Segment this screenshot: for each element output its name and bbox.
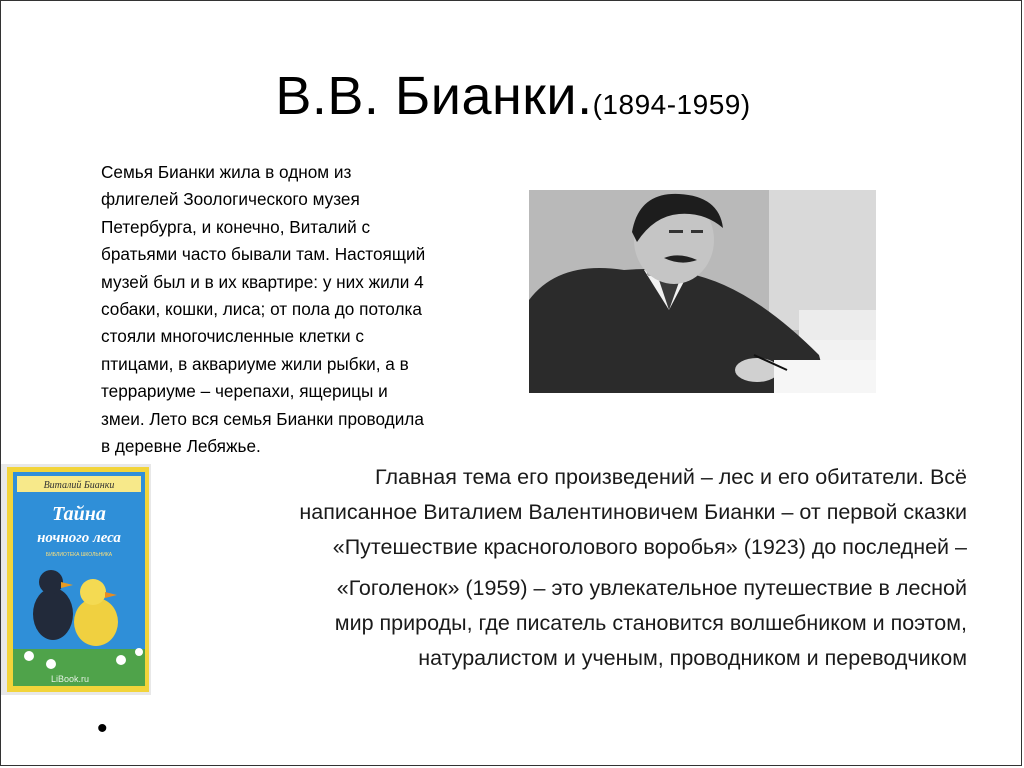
empty-bullet: •: [97, 712, 108, 745]
bio-text: [101, 159, 501, 460]
book-author: Виталий Бианки: [43, 480, 115, 491]
main-line: «Гоголенок» (1959) – это увлекательное путешествие в лесной: [336, 576, 967, 600]
book-watermark: LiBook.ru: [51, 674, 90, 684]
book-series: БИБЛИОТЕКА ШКОЛЬНИКА: [45, 552, 113, 558]
book-title-line2: ночного леса: [37, 530, 121, 546]
bio-line: братьями часто бывали там. Настоящий: [101, 244, 426, 265]
bio-line: Петербурга, и конечно, Виталий с: [101, 216, 371, 237]
title-name: В.В. Бианки.: [275, 66, 593, 126]
main-line: написанное Виталием Валентиновичем Бианки – от первой сказки: [299, 500, 967, 524]
bio-line: флигелей Зоологического музея: [101, 189, 360, 210]
book-cover-image: [1, 464, 151, 695]
bio-line: стояли многочисленные клетки с: [101, 326, 364, 347]
bio-line: Семья Бианки жила в одном из: [101, 162, 352, 182]
main-line: «Путешествие красноголового воробья» (1923) до последней –: [332, 535, 967, 559]
bio-line: собаки, кошки, лиса; от пола до потолка: [101, 299, 422, 320]
bio-line: птицами, в аквариуме жили рыбки, а в: [101, 353, 409, 374]
main-line: Главная тема его произведений – лес и его обитатели. Всё: [375, 465, 967, 489]
main-line: мир природы, где писатель становится волшебником и поэтом,: [334, 611, 967, 635]
main-line: натуралистом и ученым, проводником и переводчиком: [418, 646, 967, 670]
bio-line: в деревне Лебяжье.: [101, 436, 261, 457]
slide-title: [1, 63, 1024, 138]
author-portrait-photo: [529, 190, 876, 393]
title-years: (1894-1959): [592, 89, 751, 120]
bio-line: музей был и в их квартире: у них жили 4: [101, 271, 424, 292]
main-text: [151, 460, 967, 676]
main-paragraph-1: [151, 460, 967, 565]
portrait-illustration: [529, 190, 876, 393]
book-cover-illustration: [1, 464, 151, 695]
bio-line: змеи. Лето вся семья Бианки проводила: [101, 408, 424, 429]
book-title-line1: Тайна: [52, 503, 106, 525]
main-paragraph-2: [151, 571, 967, 676]
bio-line: террариуме – черепахи, ящерицы и: [101, 381, 388, 402]
